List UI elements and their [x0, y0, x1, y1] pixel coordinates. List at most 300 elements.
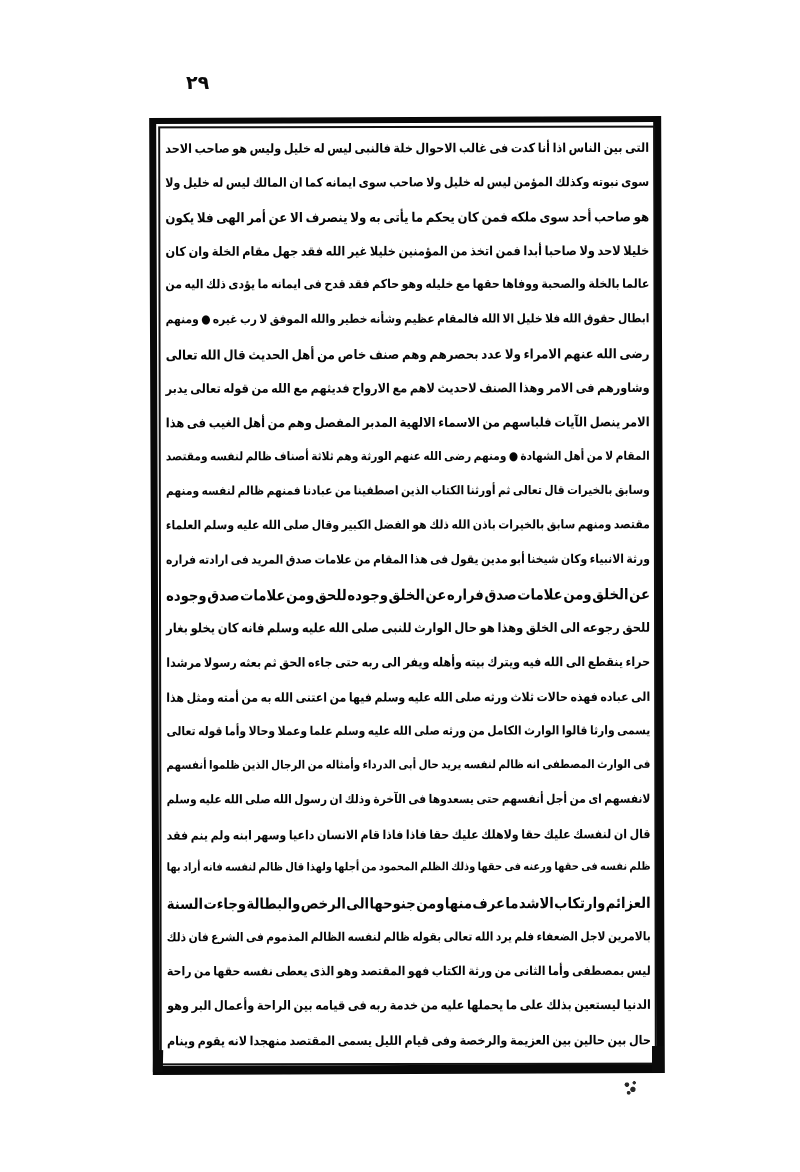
manuscript-word: أنفسهم — [166, 759, 207, 773]
manuscript-text-block — [165, 130, 651, 1059]
manuscript-word: خليل — [182, 175, 210, 191]
manuscript-word: سوى — [358, 175, 387, 191]
manuscript-word: اصطفينا — [353, 483, 399, 498]
manuscript-word: ووفاها — [502, 276, 539, 292]
manuscript-word: ورثة — [468, 963, 493, 979]
manuscript-word: فى — [581, 861, 598, 874]
manuscript-word: منهجدا — [249, 1033, 287, 1049]
manuscript-word: الخلة — [211, 243, 240, 260]
manuscript-word: بالخيرات — [498, 517, 545, 533]
manuscript-word: ينصرف — [305, 209, 348, 225]
manuscript-word: فى — [347, 997, 367, 1014]
manuscript-word: بعثه — [239, 655, 262, 671]
manuscript-word: الله — [481, 311, 501, 327]
manuscript-word: ومنهم — [577, 517, 612, 532]
manuscript-word: الضعفاء — [536, 928, 578, 944]
manuscript-word: الذين — [242, 758, 269, 773]
manuscript-word: الله — [328, 619, 349, 636]
manuscript-word: المحمود — [378, 861, 418, 874]
manuscript-word: هذا — [165, 415, 185, 432]
manuscript-word: نفسه — [600, 861, 628, 874]
manuscript-word: فهذه — [570, 689, 598, 705]
manuscript-line — [166, 371, 650, 406]
manuscript-word: أمته — [217, 690, 239, 705]
manuscript-word: فالنبى — [354, 141, 391, 156]
manuscript-word: خليلا — [623, 242, 650, 259]
manuscript-word: فراره — [166, 552, 197, 567]
manuscript-line — [167, 1023, 651, 1058]
manuscript-word: هو — [479, 619, 495, 636]
manuscript-word: صدق — [207, 587, 240, 605]
manuscript-word: رب — [239, 312, 257, 327]
manuscript-word: ذلك — [429, 517, 449, 533]
manuscript-word: الوارث — [597, 758, 631, 772]
manuscript-word: سابق — [546, 517, 576, 533]
manuscript-word: غير — [347, 243, 368, 259]
manuscript-line — [165, 199, 649, 234]
manuscript-word: جنوحها — [369, 895, 416, 913]
manuscript-word: فمن — [495, 242, 521, 259]
manuscript-word: الخلق — [592, 586, 629, 604]
manuscript-word: به — [369, 209, 381, 225]
manuscript-word: الذين — [401, 483, 429, 498]
manuscript-word: الآيات — [554, 414, 588, 431]
manuscript-word: يأتى — [383, 209, 409, 225]
manuscript-word: من — [251, 381, 269, 397]
manuscript-word: ومثل — [186, 690, 215, 705]
manuscript-word: فى — [230, 552, 249, 567]
manuscript-word: نبوته — [592, 175, 619, 190]
manuscript-word: ان — [329, 791, 343, 807]
manuscript-word: فى — [489, 140, 509, 156]
manuscript-word: الاشد — [518, 895, 554, 913]
manuscript-word: من — [420, 997, 438, 1014]
manuscript-word: لا — [605, 448, 614, 463]
manuscript-line — [166, 405, 650, 440]
manuscript-word: الالهية — [399, 414, 436, 431]
manuscript-word: وسلم — [166, 791, 197, 807]
manuscript-word: عباده — [600, 689, 629, 705]
manuscript-word: سوى — [621, 175, 650, 190]
manuscript-word: وان — [188, 243, 210, 260]
manuscript-word: ينصل — [589, 414, 621, 431]
manuscript-line — [166, 611, 650, 646]
manuscript-word: المصطفى — [542, 758, 595, 772]
manuscript-word: السنة — [166, 896, 204, 913]
manuscript-word: عن — [425, 587, 447, 605]
manuscript-word: بغار — [166, 620, 188, 636]
manuscript-word: أبو — [510, 551, 525, 567]
manuscript-word: علامات — [240, 587, 286, 605]
manuscript-word: صاحب — [194, 141, 230, 157]
manuscript-word: وذلك — [451, 861, 476, 874]
manuscript-word: وسلم — [203, 518, 235, 533]
manuscript-word: خليل — [283, 141, 312, 157]
manuscript-word: بين — [607, 1032, 627, 1048]
manuscript-word: أحد — [571, 208, 592, 225]
manuscript-word: ولاهلك — [481, 827, 519, 842]
manuscript-word: هو — [412, 517, 427, 533]
manuscript-word: تعالى — [512, 482, 542, 498]
manuscript-word: حاكم — [372, 277, 400, 292]
manuscript-word: من — [165, 277, 183, 292]
manuscript-word: وهو — [336, 964, 359, 979]
manuscript-word: خطير — [338, 312, 368, 327]
manuscript-word: يحملها — [466, 997, 504, 1014]
manuscript-word: رسول — [294, 791, 327, 807]
manuscript-word: الموفق — [269, 312, 309, 327]
manuscript-word: من — [361, 861, 377, 874]
manuscript-word: المالك — [252, 175, 287, 191]
manuscript-word: لانفسهم — [604, 791, 651, 806]
manuscript-word: عنهم — [393, 448, 421, 464]
manuscript-word: الكامل — [487, 723, 522, 738]
manuscript-word: ابطال — [617, 311, 650, 327]
manuscript-word: ثم — [497, 482, 511, 498]
manuscript-word: الكتاب — [431, 963, 466, 979]
manuscript-word: صدق — [285, 551, 313, 567]
manuscript-word: رضى — [619, 345, 650, 362]
manuscript-word: يدبر — [165, 381, 188, 397]
manuscript-word: قوله — [198, 723, 223, 739]
manuscript-word: فانه — [202, 861, 223, 875]
manuscript-word: ليس — [486, 175, 512, 190]
manuscript-word: وعملا — [277, 723, 308, 739]
manuscript-word: الى — [565, 655, 586, 670]
manuscript-word: الله — [261, 518, 281, 533]
manuscript-word: قال — [285, 861, 305, 875]
manuscript-word: الله — [474, 929, 494, 944]
manuscript-word: اى — [588, 791, 602, 806]
manuscript-word: أنفسهم — [501, 791, 544, 806]
manuscript-word: فى — [633, 758, 651, 772]
manuscript-word: له — [313, 141, 325, 156]
manuscript-word: الله — [562, 311, 582, 327]
manuscript-word: أبى — [398, 758, 417, 773]
manuscript-word: سوى — [539, 208, 570, 225]
manuscript-word: الناس — [568, 140, 602, 156]
manuscript-word: لاحد — [597, 242, 621, 259]
manuscript-word: من — [354, 551, 371, 567]
manuscript-word: صلى — [414, 723, 440, 739]
manuscript-word: علامات — [517, 586, 563, 604]
manuscript-word: وهم — [336, 448, 359, 464]
manuscript-word: فقد — [300, 243, 324, 259]
manuscript-word: بالامرين — [607, 928, 651, 944]
manuscript-word: فلم — [514, 929, 535, 944]
manuscript-word: فقد — [166, 828, 189, 843]
manuscript-word: ربه — [361, 655, 380, 671]
manuscript-word: المؤمنين — [398, 242, 448, 259]
manuscript-word: ومنهم — [473, 448, 507, 463]
manuscript-word: جاءه — [307, 655, 333, 671]
manuscript-word: الدرداء — [362, 758, 396, 773]
manuscript-word: ويترك — [487, 655, 521, 671]
manuscript-word: عليه — [301, 620, 327, 636]
manuscript-word: ورثه — [483, 689, 508, 705]
manuscript-word: قالوا — [561, 723, 588, 738]
manuscript-word: ولا — [504, 345, 521, 362]
manuscript-word: ثلاثة — [311, 448, 334, 464]
manuscript-word: ● — [201, 312, 211, 327]
manuscript-word: الله — [451, 517, 471, 533]
manuscript-word: قدح — [324, 277, 346, 292]
manuscript-word: الراحة — [256, 997, 291, 1014]
manuscript-word: هذا — [410, 551, 428, 567]
manuscript-word: الهى — [216, 209, 245, 226]
manuscript-word: الله — [543, 655, 564, 670]
manuscript-word: ينم — [190, 828, 209, 843]
manuscript-word: يؤدى — [228, 277, 256, 292]
manuscript-word: صدق — [484, 587, 517, 605]
manuscript-word: أراد — [182, 861, 201, 875]
manuscript-word: يسمى — [617, 723, 651, 738]
manuscript-word: لنفسه — [463, 758, 496, 772]
manuscript-word: خليله — [425, 276, 454, 292]
manuscript-word: العزيمة — [509, 1033, 550, 1048]
manuscript-word: ما — [505, 895, 519, 913]
manuscript-word: أهل — [291, 346, 315, 363]
manuscript-word: فان — [188, 929, 209, 945]
manuscript-word: صنف — [369, 346, 400, 363]
manuscript-word: الفضل — [373, 517, 410, 533]
manuscript-word: حقها — [213, 964, 241, 979]
manuscript-word: خاص — [337, 346, 367, 363]
manuscript-word: وجوده — [166, 588, 207, 606]
manuscript-line — [165, 233, 649, 268]
manuscript-word: ومن — [286, 587, 315, 605]
manuscript-word: الانسان — [316, 827, 358, 843]
manuscript-word: بين — [293, 997, 313, 1014]
manuscript-word: فمنهم — [266, 483, 301, 498]
manuscript-word: فى — [186, 415, 207, 431]
manuscript-word: حتى — [476, 791, 500, 806]
manuscript-word: من — [586, 448, 603, 463]
manuscript-word: فى — [575, 380, 595, 396]
manuscript-word: وهذا — [519, 380, 545, 396]
manuscript-word: وسابق — [614, 482, 650, 498]
manuscript-word: عن — [629, 586, 651, 604]
manuscript-word: قال — [544, 482, 565, 498]
manuscript-word: يخلو — [190, 620, 216, 636]
manuscript-word: ويفر — [403, 655, 430, 671]
manuscript-word: صلى — [245, 791, 271, 807]
manuscript-line — [166, 645, 650, 680]
manuscript-word: تعالى — [190, 381, 221, 397]
manuscript-line — [166, 714, 650, 749]
manuscript-word: لنفسه — [347, 929, 381, 945]
manuscript-line — [166, 748, 650, 783]
manuscript-word: فمن — [481, 208, 508, 225]
manuscript-word: ظالم — [245, 448, 272, 464]
manuscript-word: والرخصة — [459, 1033, 508, 1048]
manuscript-word: عالما — [622, 276, 650, 292]
manuscript-word: للحق — [622, 619, 651, 636]
manuscript-word: مقتصد — [613, 517, 650, 532]
manuscript-word: له — [473, 175, 485, 190]
manuscript-word: قال — [629, 826, 651, 842]
manuscript-word: ذلك — [205, 277, 226, 292]
manuscript-word: ارادته — [198, 552, 229, 567]
manuscript-word: الذى — [309, 964, 335, 979]
manuscript-word: فى — [408, 791, 427, 807]
manuscript-word: المؤمن — [513, 175, 553, 190]
manuscript-word: الكبير — [341, 517, 372, 533]
manuscript-word: ولم — [210, 828, 231, 843]
manuscript-word: الامر — [546, 380, 574, 396]
manuscript-word: أهل — [242, 415, 266, 431]
manuscript-word: الامر — [622, 414, 650, 431]
manuscript-word: تعالى — [166, 724, 196, 739]
manuscript-word: انه — [526, 758, 540, 772]
manuscript-word: من — [334, 483, 352, 498]
manuscript-word: الا — [290, 209, 303, 225]
manuscript-word: وأما — [548, 963, 570, 979]
manuscript-word: المفصل — [314, 414, 361, 431]
manuscript-word: ظالم — [383, 929, 410, 944]
manuscript-word: فيها — [348, 690, 372, 705]
manuscript-word: ليس — [327, 141, 352, 156]
manuscript-word: فقد — [348, 277, 370, 292]
manuscript-word: بذلك — [546, 997, 572, 1013]
manuscript-word: الوارث — [524, 723, 560, 738]
manuscript-word: الله — [596, 345, 617, 362]
manuscript-word: قوله — [223, 381, 249, 397]
manuscript-word: الى — [560, 619, 581, 636]
manuscript-word: الشرع — [211, 929, 244, 945]
manuscript-word: ليس — [225, 175, 251, 191]
manuscript-word: أجلها — [334, 861, 360, 874]
manuscript-word: حقها — [554, 861, 579, 874]
manuscript-word: وهم — [287, 415, 312, 431]
manuscript-word: فالمقام — [437, 311, 480, 327]
manuscript-word: ومنهم — [165, 483, 200, 499]
manuscript-word: حراء — [625, 655, 651, 670]
manuscript-word: ينقطع — [587, 655, 624, 670]
manuscript-word: الخلق — [388, 587, 425, 605]
manuscript-line — [167, 920, 651, 955]
manuscript-word: أمر — [247, 209, 266, 226]
manuscript-word: الآخرة — [373, 791, 406, 807]
manuscript-word: ومنهم — [165, 312, 199, 328]
manuscript-line — [167, 988, 651, 1023]
manuscript-word: عبادنا — [303, 483, 333, 498]
manuscript-word: والله — [310, 312, 336, 327]
manuscript-word: وهو — [167, 997, 190, 1014]
manuscript-word: وأهله — [432, 655, 463, 671]
manuscript-word: لنفسه — [201, 483, 236, 499]
manuscript-word: الاحد — [165, 141, 193, 157]
manuscript-word: علما — [309, 723, 333, 739]
manuscript-word: يريد — [441, 758, 462, 772]
manuscript-word: كان — [165, 243, 187, 260]
manuscript-word: حال — [628, 1032, 651, 1048]
manuscript-word: المقام — [373, 551, 408, 567]
manuscript-word: بين — [603, 140, 623, 156]
manuscript-line — [166, 679, 650, 714]
manuscript-word: لاحديث — [437, 381, 477, 396]
manuscript-word: اعتنى — [295, 690, 328, 705]
manuscript-word: له — [212, 175, 224, 191]
manuscript-word: مرشدا — [166, 656, 202, 671]
manuscript-word: لنفسه — [225, 861, 257, 875]
manuscript-word: ليستعين — [574, 997, 621, 1013]
manuscript-word: الغيب — [208, 415, 241, 431]
manuscript-word: من — [307, 758, 324, 773]
manuscript-word: ظالم — [258, 861, 284, 875]
manuscript-word: ظلموا — [208, 758, 240, 773]
manuscript-word: يعطى — [275, 964, 308, 979]
manuscript-word: ان — [613, 826, 628, 842]
manuscript-word: بالخلة — [588, 276, 620, 292]
manuscript-word: الحديث — [248, 346, 289, 363]
manuscript-line — [165, 337, 649, 373]
manuscript-word: يقوم — [197, 1033, 226, 1049]
manuscript-word: الله — [271, 381, 291, 397]
manuscript-word: ما — [257, 277, 269, 292]
manuscript-word: فى — [430, 551, 449, 567]
manuscript-word: بالخيرات — [567, 482, 613, 498]
manuscript-word: عنهم — [563, 345, 594, 362]
manuscript-word: من — [317, 346, 335, 363]
manuscript-word: الى — [346, 895, 370, 913]
manuscript-word: ثلاث — [510, 689, 535, 705]
manuscript-word: وشأنه — [369, 312, 402, 327]
manuscript-word: به — [260, 690, 272, 705]
manuscript-word: ثم — [263, 655, 277, 671]
manuscript-word: العزائم — [605, 895, 651, 913]
manuscript-word: أهل — [563, 448, 585, 463]
manuscript-word: يرد — [495, 929, 512, 944]
manuscript-word: العلماء — [165, 518, 202, 533]
manuscript-word: كان — [457, 208, 479, 225]
manuscript-word: من — [194, 964, 211, 979]
manuscript-word: عليه — [199, 791, 222, 807]
manuscript-word: هو — [633, 208, 650, 225]
manuscript-word: ● — [508, 448, 518, 463]
manuscript-word: شيخنا — [527, 551, 559, 566]
manuscript-word: فى — [246, 929, 264, 945]
manuscript-word: وسلم — [335, 723, 366, 739]
manuscript-word: يحكم — [425, 208, 455, 225]
manuscript-word: عرف — [472, 895, 505, 913]
manuscript-word: وجاءت — [203, 895, 247, 913]
manuscript-word: عليه — [236, 518, 260, 533]
manuscript-word: وكان — [560, 551, 588, 566]
manuscript-word: من — [241, 690, 259, 705]
manuscript-word: مع — [293, 381, 309, 397]
manuscript-word: بقوله — [412, 929, 442, 944]
manuscript-word: وليس — [249, 141, 282, 157]
manuscript-word: الاسماء — [438, 414, 480, 431]
manuscript-word: من — [329, 690, 347, 705]
manuscript-word: ما — [505, 997, 518, 1013]
manuscript-word: ايمانه — [325, 175, 357, 191]
frame-corner-mark-bottom-right — [652, 1046, 664, 1072]
manuscript-word: صاحب — [389, 175, 424, 191]
manuscript-word: الله — [200, 346, 221, 363]
manuscript-word: ولهذا — [306, 861, 333, 875]
manuscript-word: ظالم — [498, 758, 524, 772]
manuscript-word: أورثنا — [466, 482, 496, 498]
manuscript-word: من — [494, 963, 512, 979]
manuscript-word: وفى — [431, 1033, 457, 1048]
manuscript-word: فهو — [407, 964, 430, 979]
manuscript-word: الحق — [279, 655, 306, 671]
manuscript-word: حالات — [536, 689, 568, 705]
manuscript-word: قام — [360, 827, 380, 843]
manuscript-word: حقها — [472, 276, 500, 292]
